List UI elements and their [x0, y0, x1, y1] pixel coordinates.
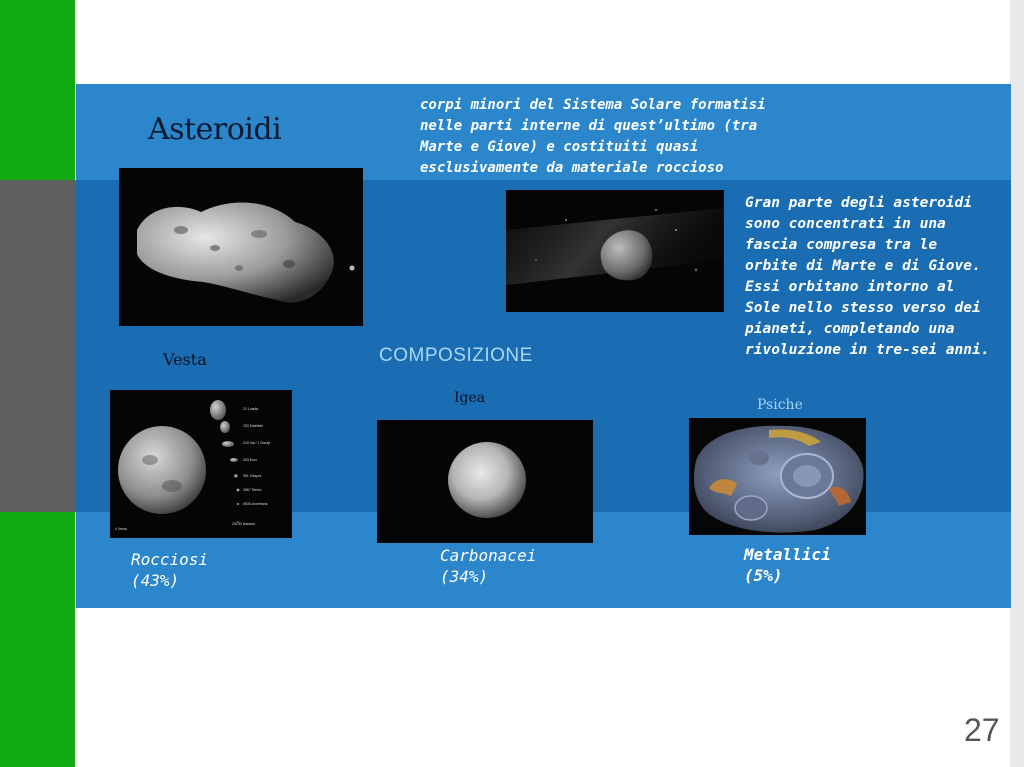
- igea-image: [377, 420, 593, 543]
- category-percent: (34%): [440, 567, 489, 586]
- slide-title: Asteroidi: [148, 112, 282, 147]
- page-number: 27: [964, 712, 1000, 748]
- vesta-label: Vesta: [163, 350, 207, 369]
- vesta-legend-2: 243 Ida / 1 Dactyl: [243, 441, 271, 445]
- vesta-comparison-image: [110, 390, 292, 538]
- category-metallici: [744, 544, 831, 586]
- side-gray-block: [0, 180, 76, 512]
- vesta-legend-8: 25143 Itokawa: [232, 522, 255, 526]
- asteroid-definition: corpi minori del Sistema Solare formatisi nelle parti interne di quest’ultimo (tra Marte e Giove) e costituiti quasi esclusivamente da materiale roccioso: [420, 97, 766, 176]
- vesta-legend-5: 2867 Šteins: [243, 488, 262, 492]
- category-name: Carbonacei: [440, 546, 537, 565]
- vesta-legend-7: 4 Vesta: [115, 527, 127, 531]
- vesta-legend-6: 5535 Annefrank: [243, 502, 268, 506]
- vesta-legend-3: 433 Eros: [243, 458, 258, 462]
- category-carbonacei: [440, 545, 536, 587]
- category-percent: (5%): [744, 566, 783, 585]
- asteroid-belt-image: [506, 190, 724, 312]
- vesta-legend-1: 253 Mathilde: [243, 424, 264, 428]
- asteroid-belt-info: Gran parte degli asteroidi sono concentrati in una fascia compresa tra le orbite di Marte e di Giove. Essi orbitano intorno al Sole nello stesso verso dei pianeti, completando una rivoluzione in tre-sei anni.: [745, 195, 990, 358]
- category-percent: (43%): [131, 571, 180, 590]
- psiche-image: [689, 418, 866, 535]
- igea-label: Igea: [454, 390, 486, 406]
- vesta-legend-0: 21 Lutetia: [243, 407, 259, 411]
- vesta-legend-4: 951 Gaspra: [243, 474, 262, 478]
- psiche-label: Psiche: [757, 397, 803, 413]
- category-rocciosi: [131, 549, 208, 591]
- ida-asteroid-image: [119, 168, 363, 326]
- right-edge-strip: [1010, 0, 1024, 767]
- category-name: Rocciosi: [131, 550, 209, 569]
- category-name: Metallici: [744, 545, 831, 564]
- composition-heading: COMPOSIZIONE: [379, 345, 533, 366]
